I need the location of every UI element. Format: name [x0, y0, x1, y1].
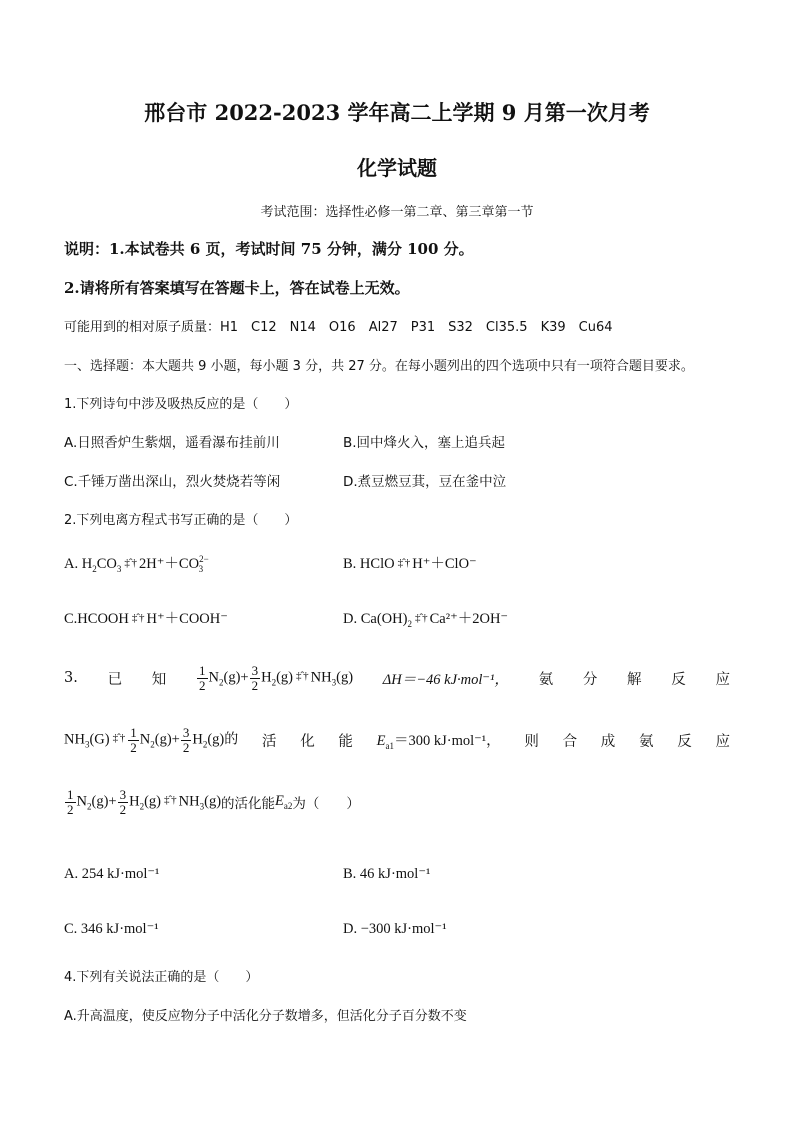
q2-c-label: C. [64, 611, 78, 627]
q1-option-b: B.回中烽火入，塞上追兵起 [343, 435, 506, 451]
q3-word: 化 [300, 733, 315, 750]
q3-option-a: A. 254 kJ·mol⁻¹ [64, 866, 160, 882]
q2-b-label: B. [343, 556, 357, 572]
reversible-arrow-icon: ‡ˆ† [295, 670, 308, 683]
q3-word: 成 [600, 733, 616, 750]
atomic-masses: 可能用到的相对原子质量：H1 C12 N14 O16 Al27 P31 S32 Cl35.5 K39 Cu64 [64, 320, 613, 335]
q2-d-label: D. [343, 611, 358, 627]
q3-option-b: B. 46 kJ·mol⁻¹ [343, 866, 431, 882]
q2-option-a: A. $H_2CO_3$ ‡ˆ† $2H^++CO^{2-}_3$ [64, 554, 209, 574]
q3-word: 反 [671, 671, 686, 688]
q3-word: 合 [562, 733, 578, 750]
q1-option-c: C.千锤万凿出深山，烈火焚烧若等闲 [64, 474, 281, 490]
reversible-arrow-icon: ‡ˆ† [414, 612, 427, 624]
exam-title: 邢台市 2022-2023 学年高二上学期 9 月第一次月考 [144, 100, 650, 125]
q3-ea1: $E_{a1}=300$ kJ·mol⁻¹， [376, 733, 501, 752]
q3-delta-h: ΔH＝−46 kJ·mol⁻¹， [382, 671, 509, 688]
q2-a-label: A. [64, 556, 79, 572]
q2-d-right: Ca²⁺＋2OH⁻ [429, 611, 509, 627]
reversible-arrow-icon: ‡ˆ† [112, 732, 125, 745]
section-1-heading: 一、选择题：本大题共 9 小题，每小题 3 分，共 27 分。在每小题列出的四个选项中只有一项符合题目要求。 [64, 359, 694, 374]
q1-option-d: D.煮豆燃豆萁，豆在釜中泣 [343, 474, 507, 490]
exam-scope: 考试范围：选择性必修一第二章、第三章第一节 [260, 205, 534, 220]
note-1: 说明：1.本试卷共 6 页，考试时间 75 分钟，满分 100 分。 [64, 240, 474, 258]
q3-line-1 [64, 664, 730, 692]
q3-ea1-value: ＝300 kJ·mol⁻¹， [393, 733, 501, 750]
q1-stem: 1.下列诗句中涉及吸热反应的是（ ） [64, 397, 298, 412]
q2-option-b: B. HClO ‡ˆ† H⁺＋ClO⁻ [343, 556, 477, 572]
q3-word: 氨 [639, 733, 654, 750]
q3-equation-synthesis: $\frac{1}{2}$ $N_2(g)+$ $\frac{3}{2}$ $H_2(g)$ ‡ˆ† $NH_3(g)$ [199, 663, 354, 693]
q3-word: 氨 [538, 671, 554, 688]
q2-option-d: D. $Ca(OH)_2$ ‡ˆ† Ca²⁺＋2OH⁻ [343, 611, 509, 629]
q3-word: 能 [338, 733, 353, 750]
note-2: 2.请将所有答案填写在答题卡上，答在试卷上无效。 [64, 279, 410, 297]
q3-equation-synthesis-2: $\frac{1}{2}$ $N_2(g)+$ $\frac{3}{2}$ $H_2(g)$ ‡ˆ† $NH_3(g)$ [67, 787, 222, 817]
q3-equation-decomposition: $NH_3(G)$ ‡ˆ† $\frac{1}{2}$ $N_2(g)+$ $\frac{3}{2}$ $H_2(g)$的 [64, 725, 239, 755]
q4-option-a: A.升高温度，使反应物分子中活化分子数增多，但活化分子百分数不变 [64, 1009, 467, 1024]
q2-c-right: H⁺＋COOH⁻ [146, 611, 228, 627]
q3-word: 则 [524, 733, 539, 750]
q3-word: 分 [582, 671, 598, 688]
q3-word: 反 [677, 733, 692, 750]
reversible-arrow-icon: ‡ˆ† [131, 612, 144, 624]
reversible-arrow-icon: ‡ˆ† [163, 794, 176, 807]
reversible-arrow-icon: ‡ˆ† [397, 557, 410, 569]
q3-tail: 的活化能 [221, 796, 276, 813]
q3-tail-2: 为（ ） [292, 796, 360, 813]
q2-option-c [64, 607, 228, 628]
q3-word: 应 [715, 671, 730, 688]
q2-c-left: HCOOH [77, 611, 129, 627]
q3-option-c: C. 346 kJ·mol⁻¹ [64, 921, 159, 937]
q3-word: 知 [151, 671, 167, 688]
exam-subject: 化学试题 [357, 156, 437, 180]
q3-word: 活 [261, 733, 277, 750]
reversible-arrow-icon: ‡ˆ† [124, 557, 137, 569]
q3-line-2 [64, 726, 730, 754]
q3-option-d: D. −300 kJ·mol⁻¹ [343, 921, 447, 937]
q4-stem: 4.下列有关说法正确的是（ ） [64, 970, 259, 985]
q2-a-right: 2H⁺＋CO [139, 556, 200, 572]
q2-b-right: H⁺＋ClO⁻ [412, 556, 477, 572]
q1-option-a: A.日照香炉生紫烟，遥看瀑布挂前川 [64, 435, 280, 451]
q3-word: 解 [627, 671, 642, 688]
q3-word: 的 [224, 731, 239, 748]
q3-ea2-symbol: $E_{a2}$ [275, 793, 293, 812]
q3-number: 3. [64, 670, 78, 687]
q3-word: 已 [107, 671, 123, 688]
q3-line-3 [64, 788, 360, 816]
q3-word: 应 [715, 733, 730, 750]
q2-stem: 2.下列电离方程式书写正确的是（ ） [64, 513, 298, 528]
